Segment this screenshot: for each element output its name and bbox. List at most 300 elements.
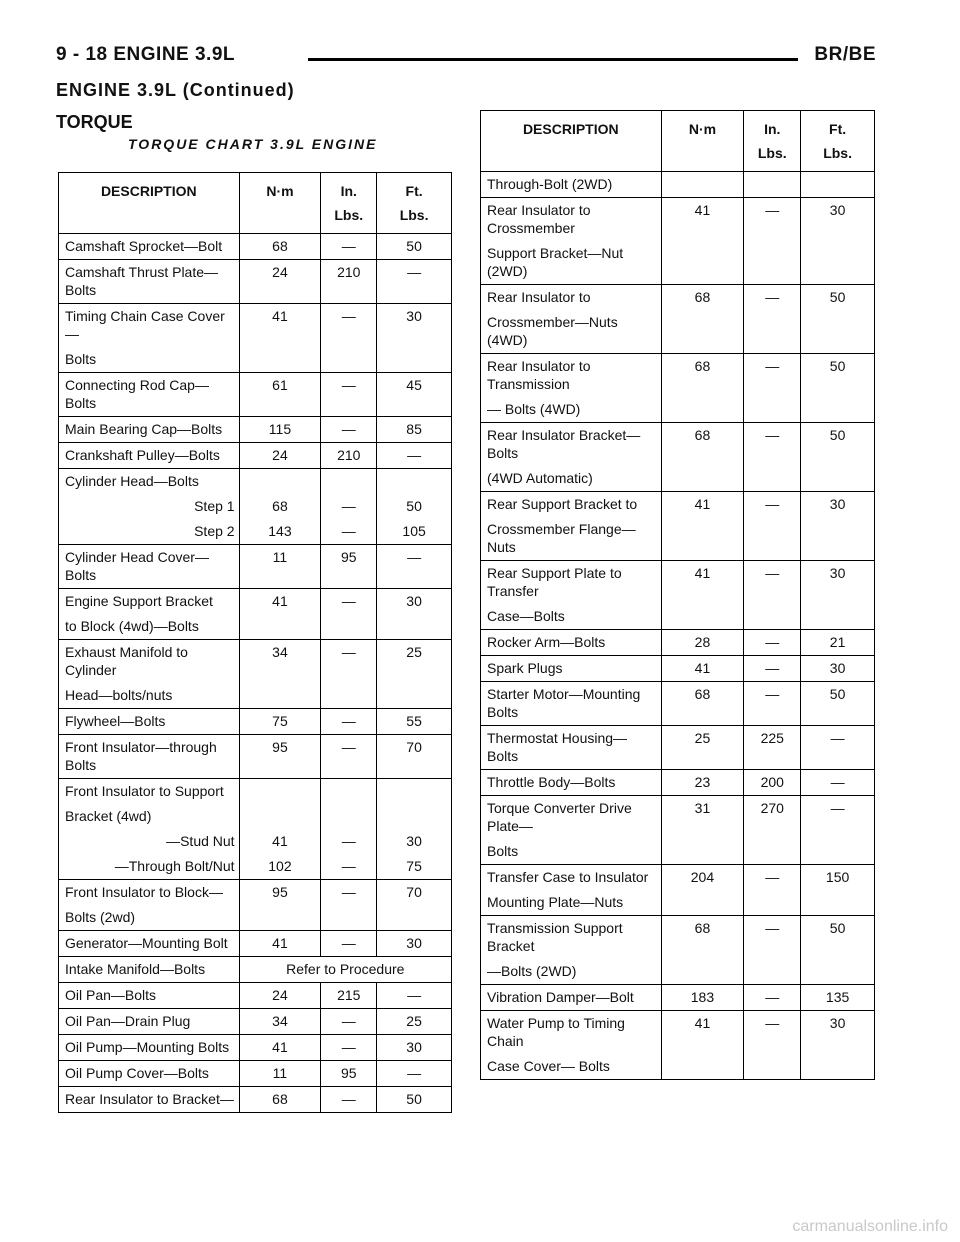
description-text: Oil Pan—Bolts xyxy=(65,987,157,1003)
cell-value: 21 xyxy=(829,634,846,650)
value-nm xyxy=(661,172,744,198)
continued-heading: ENGINE 3.9L (Continued) xyxy=(56,80,295,100)
description-cell xyxy=(59,443,240,469)
cell-value: 28 xyxy=(694,634,711,650)
value-ft xyxy=(801,682,875,726)
step-value: 75 xyxy=(406,858,422,874)
cell-value: 95 xyxy=(272,739,288,755)
table-row xyxy=(59,373,452,417)
description-text: Case Cover— Bolts xyxy=(487,1058,610,1074)
value-ft xyxy=(377,880,452,931)
description-cell xyxy=(59,234,240,260)
cell-value: — xyxy=(765,1015,780,1031)
cell-value: 50 xyxy=(829,686,846,702)
value-ft xyxy=(801,796,875,865)
description-text: to Block (4wd)—Bolts xyxy=(65,618,199,634)
value-ft xyxy=(377,234,452,260)
torque-table-right xyxy=(480,110,875,1080)
spacer xyxy=(242,782,319,800)
cell-value: 25 xyxy=(694,730,711,746)
cell-value: 30 xyxy=(829,496,846,512)
cell-value: — xyxy=(830,774,845,790)
description-text: Crankshaft Pulley—Bolts xyxy=(65,447,220,463)
table-row xyxy=(59,260,452,304)
value-nm xyxy=(661,796,744,865)
description-text: Throttle Body—Bolts xyxy=(487,774,616,790)
cell-value: 31 xyxy=(694,800,711,816)
value-in xyxy=(744,682,801,726)
cell-value: 115 xyxy=(268,421,292,437)
cell-value: 34 xyxy=(272,1013,288,1029)
table-row xyxy=(481,865,875,916)
description-cell xyxy=(59,1009,240,1035)
table-row xyxy=(59,880,452,931)
cell-value: 68 xyxy=(272,1091,288,1107)
description-text: Case—Bolts xyxy=(487,608,565,624)
value-ft xyxy=(801,985,875,1011)
table-row xyxy=(481,561,875,630)
cell-value: 204 xyxy=(690,869,715,885)
description-text: Oil Pump Cover—Bolts xyxy=(65,1065,209,1081)
value-ft xyxy=(377,735,452,779)
description-text: Intake Manifold—Bolts xyxy=(65,961,206,977)
description-cell xyxy=(481,796,662,865)
description-cell xyxy=(59,1061,240,1087)
description-cell xyxy=(59,589,240,640)
cell-value: — xyxy=(341,308,356,324)
cell-value: 50 xyxy=(829,920,846,936)
value-in xyxy=(744,198,801,285)
description-text: Water Pump to Timing Chain xyxy=(487,1015,625,1049)
value-ft xyxy=(377,1087,452,1113)
description-text: Exhaust Manifold to Cylinder xyxy=(65,644,188,678)
value-ft xyxy=(377,1009,452,1035)
spacer xyxy=(242,472,319,490)
table-row xyxy=(59,589,452,640)
value-in xyxy=(321,1009,377,1035)
description-text: Crossmember Flange—Nuts xyxy=(487,521,636,555)
value-in xyxy=(321,469,377,545)
cell-value: — xyxy=(341,593,356,609)
torque-table-left xyxy=(58,172,452,1113)
step-value: — xyxy=(341,523,356,539)
value-in xyxy=(321,1035,377,1061)
cell-value: — xyxy=(341,713,356,729)
description-cell xyxy=(481,865,662,916)
spacer xyxy=(379,472,449,490)
value-ft xyxy=(377,983,452,1009)
description-cell xyxy=(59,417,240,443)
value-in xyxy=(321,880,377,931)
description-cell xyxy=(59,1087,240,1113)
table-row xyxy=(481,492,875,561)
step-value: — xyxy=(341,498,356,514)
step-value: 41 xyxy=(272,833,288,849)
spacer xyxy=(242,807,319,825)
value-ft xyxy=(377,304,452,373)
cell-value: 34 xyxy=(272,644,288,660)
page-reference: 9 - 18 ENGINE 3.9L xyxy=(56,44,236,65)
value-nm xyxy=(661,865,744,916)
table-row xyxy=(59,1009,452,1035)
cell-value: 30 xyxy=(829,660,846,676)
cell-value: 41 xyxy=(694,660,711,676)
value-in xyxy=(321,1061,377,1087)
description-cell xyxy=(59,304,240,373)
step-value: 50 xyxy=(406,498,422,514)
table-row xyxy=(59,1035,452,1061)
value-ft xyxy=(801,198,875,285)
cell-value: 68 xyxy=(694,358,711,374)
description-cell xyxy=(59,545,240,589)
cell-value: — xyxy=(341,238,356,254)
value-in xyxy=(744,630,801,656)
cell-value: — xyxy=(830,730,845,746)
description-text: Rear Insulator to Crossmember xyxy=(487,202,591,236)
table-row xyxy=(481,630,875,656)
value-in xyxy=(321,589,377,640)
value-ft xyxy=(377,589,452,640)
spacer xyxy=(379,782,449,800)
table-header-row xyxy=(59,173,452,234)
cell-value: 30 xyxy=(406,308,422,324)
cell-value: 95 xyxy=(340,549,357,565)
cell-value: — xyxy=(765,496,780,512)
cell-value: 30 xyxy=(829,202,846,218)
description-text: Oil Pump—Mounting Bolts xyxy=(65,1039,230,1055)
value-in xyxy=(744,656,801,682)
description-cell xyxy=(481,770,662,796)
description-text: Rear Support Bracket to xyxy=(487,496,638,512)
description-text: Through-Bolt (2WD) xyxy=(487,176,613,192)
cell-value: — xyxy=(407,549,422,565)
value-nm xyxy=(661,656,744,682)
step-label: —Stud Nut xyxy=(166,833,235,849)
value-ft xyxy=(377,260,452,304)
value-ft xyxy=(377,931,452,957)
description-text: Connecting Rod Cap—Bolts xyxy=(65,377,209,411)
description-text: Rear Support Plate to Transfer xyxy=(487,565,622,599)
value-nm xyxy=(661,285,744,354)
value-nm xyxy=(661,198,744,285)
step-label: —Through Bolt/Nut xyxy=(114,858,235,874)
step-label: Step 2 xyxy=(194,523,235,539)
description-cell xyxy=(481,656,662,682)
value-in xyxy=(321,234,377,260)
page-header xyxy=(56,44,876,74)
value-nm xyxy=(239,779,321,880)
description-text: Rear Insulator to Transmission xyxy=(487,358,591,392)
value-nm xyxy=(239,234,321,260)
value-ft xyxy=(801,492,875,561)
cell-value: 61 xyxy=(272,377,288,393)
description-text: Transfer Case to Insulator xyxy=(487,869,649,885)
table-row xyxy=(481,198,875,285)
description-text: Cylinder Head—Bolts xyxy=(65,473,199,489)
description-text: Generator—Mounting Bolt xyxy=(65,935,228,951)
cell-value: — xyxy=(765,565,780,581)
cell-value: 70 xyxy=(406,884,422,900)
cell-value: — xyxy=(765,660,780,676)
cell-value: — xyxy=(407,1065,422,1081)
value-in xyxy=(321,373,377,417)
description-cell xyxy=(59,1035,240,1061)
value-in xyxy=(744,865,801,916)
description-text: Timing Chain Case Cover— xyxy=(65,308,225,342)
description-text: Bracket (4wd) xyxy=(65,808,152,824)
description-text: Front Insulator to Support xyxy=(65,783,224,799)
description-cell xyxy=(481,1011,662,1080)
description-text: Flywheel—Bolts xyxy=(65,713,166,729)
description-text: (4WD Automatic) xyxy=(487,470,593,486)
value-ft xyxy=(801,770,875,796)
value-in xyxy=(321,443,377,469)
col-inlbs: In. Lbs. xyxy=(744,111,801,172)
cell-value: — xyxy=(765,202,780,218)
spacer xyxy=(323,807,374,825)
cell-value: 41 xyxy=(272,308,288,324)
table-row xyxy=(59,234,452,260)
description-cell xyxy=(59,931,240,957)
value-span: Refer to Procedure xyxy=(239,957,451,983)
value-nm xyxy=(661,492,744,561)
cell-value: — xyxy=(407,987,422,1003)
step-value: — xyxy=(341,858,356,874)
cell-value: 23 xyxy=(694,774,711,790)
cell-value: — xyxy=(341,377,356,393)
table-row xyxy=(59,417,452,443)
value-ft xyxy=(801,354,875,423)
cell-value: 50 xyxy=(829,358,846,374)
table-row xyxy=(59,983,452,1009)
value-in xyxy=(321,983,377,1009)
value-nm xyxy=(239,1035,321,1061)
description-cell xyxy=(481,285,662,354)
cell-value: 11 xyxy=(272,549,288,565)
description-cell xyxy=(481,630,662,656)
cell-value: — xyxy=(341,1091,356,1107)
value-in xyxy=(321,260,377,304)
description-text: Torque Converter Drive Plate— xyxy=(487,800,632,834)
value-in xyxy=(744,423,801,492)
value-ft xyxy=(377,443,452,469)
value-nm xyxy=(661,354,744,423)
value-in xyxy=(321,709,377,735)
table-row xyxy=(59,957,452,983)
watermark: carmanualsonline.info xyxy=(792,1218,948,1235)
step-value: 105 xyxy=(402,523,426,539)
table-row xyxy=(481,985,875,1011)
col-nm: N·m xyxy=(661,111,744,172)
description-cell xyxy=(59,640,240,709)
cell-value: 270 xyxy=(760,800,784,816)
cell-value: 41 xyxy=(694,202,711,218)
cell-value: — xyxy=(765,869,780,885)
col-inlbs: In. Lbs. xyxy=(321,173,377,234)
description-text: Vibration Damper—Bolt xyxy=(487,989,634,1005)
description-text: Front Insulator to Block— xyxy=(65,884,223,900)
description-text: Front Insulator—through Bolts xyxy=(65,739,217,773)
cell-value: — xyxy=(765,989,780,1005)
chart-title: TORQUE CHART 3.9L ENGINE xyxy=(128,136,378,152)
cell-value: 41 xyxy=(694,565,711,581)
value-nm xyxy=(239,260,321,304)
cell-value: — xyxy=(765,358,780,374)
value-nm xyxy=(661,985,744,1011)
cell-value: 150 xyxy=(825,869,850,885)
table-row xyxy=(59,640,452,709)
cell-value: — xyxy=(765,427,780,443)
value-ft xyxy=(377,640,452,709)
section-title: TORQUE xyxy=(56,112,133,132)
value-ft xyxy=(377,469,452,545)
value-ft xyxy=(377,417,452,443)
cell-value: — xyxy=(765,920,780,936)
value-in xyxy=(744,561,801,630)
table-row xyxy=(59,779,452,880)
cell-value: 24 xyxy=(272,987,288,1003)
brand-code: BR/BE xyxy=(814,44,876,65)
value-in xyxy=(321,931,377,957)
value-nm xyxy=(239,545,321,589)
description-text: Bolts xyxy=(65,351,97,367)
description-cell xyxy=(481,916,662,985)
value-in xyxy=(744,354,801,423)
value-nm xyxy=(239,1061,321,1087)
table-row xyxy=(59,931,452,957)
cell-value: 75 xyxy=(272,713,288,729)
value-nm xyxy=(661,682,744,726)
value-in xyxy=(321,735,377,779)
cell-value: 85 xyxy=(406,421,422,437)
description-text: Rear Insulator to xyxy=(487,289,591,305)
description-text: Support Bracket—Nut (2WD) xyxy=(487,245,624,279)
table-row xyxy=(481,682,875,726)
description-text: Cylinder Head Cover—Bolts xyxy=(65,549,209,583)
value-nm xyxy=(661,726,744,770)
cell-value: 30 xyxy=(406,935,422,951)
table-row xyxy=(481,172,875,198)
table-row xyxy=(59,545,452,589)
spacer xyxy=(323,472,374,490)
table-row xyxy=(481,1011,875,1080)
cell-value: 95 xyxy=(340,1065,357,1081)
description-text: Camshaft Sprocket—Bolt xyxy=(65,238,223,254)
value-nm xyxy=(239,469,321,545)
step-value: 68 xyxy=(272,498,288,514)
description-cell xyxy=(59,957,240,983)
description-cell xyxy=(59,983,240,1009)
description-cell xyxy=(481,682,662,726)
value-nm xyxy=(239,880,321,931)
cell-value: — xyxy=(341,739,356,755)
cell-value: 200 xyxy=(760,774,784,790)
table-row xyxy=(59,304,452,373)
table-row xyxy=(59,1061,452,1087)
description-text: Crossmember—Nuts (4WD) xyxy=(487,314,618,348)
step-value: 30 xyxy=(406,833,422,849)
value-ft xyxy=(801,172,875,198)
value-in xyxy=(744,285,801,354)
description-cell xyxy=(59,373,240,417)
value-in xyxy=(744,796,801,865)
description-text: Main Bearing Cap—Bolts xyxy=(65,421,223,437)
cell-value: 68 xyxy=(694,289,711,305)
cell-value: 11 xyxy=(272,1065,288,1081)
cell-value: — xyxy=(341,1039,356,1055)
description-cell xyxy=(59,735,240,779)
description-text: Rear Insulator Bracket—Bolts xyxy=(487,427,641,461)
value-nm xyxy=(239,1087,321,1113)
value-in xyxy=(744,492,801,561)
cell-value: 50 xyxy=(829,289,846,305)
cell-value: 210 xyxy=(337,447,361,463)
cell-value: 41 xyxy=(272,1039,288,1055)
cell-value: — xyxy=(341,1013,356,1029)
cell-value: 41 xyxy=(694,496,711,512)
cell-value: 41 xyxy=(272,593,288,609)
cell-value: 24 xyxy=(272,264,288,280)
description-text: —Bolts (2WD) xyxy=(487,963,577,979)
cell-value: 41 xyxy=(694,1015,711,1031)
cell-value: — xyxy=(341,884,356,900)
value-nm xyxy=(239,304,321,373)
value-nm xyxy=(239,417,321,443)
description-cell xyxy=(59,779,240,880)
value-ft xyxy=(801,1011,875,1080)
value-nm xyxy=(239,735,321,779)
description-text: Camshaft Thrust Plate—Bolts xyxy=(65,264,219,298)
value-nm xyxy=(661,423,744,492)
cell-value: 55 xyxy=(406,713,422,729)
step-label: Step 1 xyxy=(194,498,235,514)
table-row xyxy=(481,796,875,865)
spacer xyxy=(379,807,449,825)
table-row xyxy=(481,656,875,682)
description-cell xyxy=(481,172,662,198)
cell-value: 135 xyxy=(825,989,850,1005)
value-in xyxy=(744,916,801,985)
step-value: 102 xyxy=(268,858,292,874)
description-text: Head—bolts/nuts xyxy=(65,687,173,703)
description-cell xyxy=(59,260,240,304)
value-ft xyxy=(377,1061,452,1087)
value-nm xyxy=(239,709,321,735)
cell-value: 24 xyxy=(272,447,288,463)
description-text: Starter Motor—Mounting Bolts xyxy=(487,686,641,720)
description-text: Mounting Plate—Nuts xyxy=(487,894,624,910)
description-cell xyxy=(59,880,240,931)
table-row xyxy=(481,354,875,423)
description-cell xyxy=(481,726,662,770)
value-ft xyxy=(377,779,452,880)
description-text: Bolts xyxy=(487,843,519,859)
value-in xyxy=(744,985,801,1011)
value-in xyxy=(321,1087,377,1113)
value-in xyxy=(321,545,377,589)
table-row xyxy=(59,443,452,469)
value-ft xyxy=(377,373,452,417)
cell-value: 68 xyxy=(694,920,711,936)
description-cell xyxy=(59,469,240,545)
cell-value: — xyxy=(407,447,422,463)
value-in xyxy=(744,1011,801,1080)
cell-value: 50 xyxy=(406,238,422,254)
description-text: Bolts (2wd) xyxy=(65,909,136,925)
cell-value: 30 xyxy=(829,565,846,581)
cell-value: 68 xyxy=(694,686,711,702)
value-ft xyxy=(801,630,875,656)
